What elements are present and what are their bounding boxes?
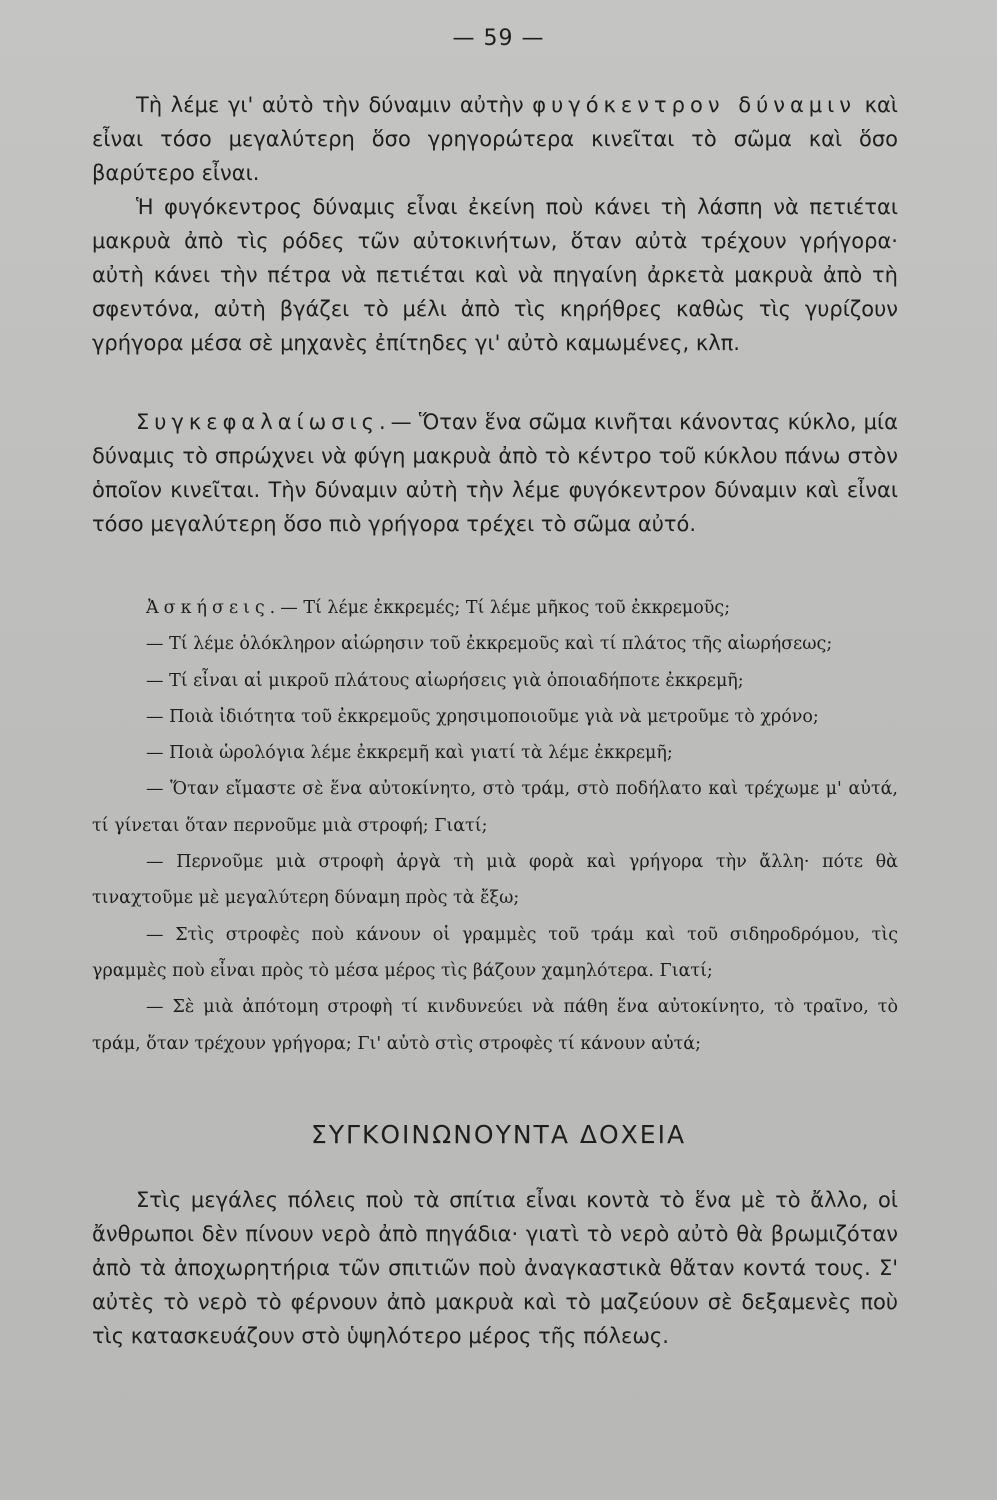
intro-lead: Τὴ λέμε γι' αὐτὸ τὴν δύναμιν αὐτὴν (136, 93, 533, 117)
intro-term: φυγόκεντρον δύναμιν (532, 93, 856, 117)
exercises-list (92, 590, 898, 1062)
exercise-item: — Στὶς στροφὲς ποὺ κάνουν οἱ γραμμὲς τοῦ τράμ καὶ τοῦ σιδηροδρόμου, τὶς γραμμὲς ποὺ εἶναι πρὸς τὸ μέσα μέρος τὶς βάζουν χαμηλότερα. Γιατί; (92, 924, 898, 981)
exercises-label: Ἀσκήσεις. (146, 598, 281, 618)
exercise-item: — Σὲ μιὰ ἀπότομη στροφὴ τί κινδυνεύει νὰ πάθη ἕνα αὐτοκίνητο, τὸ τραῖνο, τὸ τράμ, ὅταν τρέχουν γρήγορα; Γι' αὐτὸ στὶς στροφὲς τί κάνουν αὐτά; (92, 997, 898, 1054)
centrifugal-text: Ἡ φυγόκεντρος δύναμις εἶναι ἐκείνη ποὺ κάνει τὴ λάσπη νὰ πετιέται μακρυὰ ἀπὸ τὶς ρόδες τῶν αὐτοκινήτων, ὅταν αὐτὰ τρέχουν γρήγορα· αὐτὴ κάνει τὴν πέτρα νὰ πετιέται καὶ νὰ πηγαίνη ἀρκετὰ μακρυὰ ἀπὸ τὴ σφεντόνα, αὐτὴ βγάζει τὸ μέλι ἀπὸ τὶς κηρήθρες καθὼς τὶς γυρίζουν γρήγορα μέσα σὲ μηχανὲς ἐπίτηδες γι' αὐτὸ καμωμένες, κλπ. (92, 195, 898, 355)
page-number: — 59 — (452, 26, 545, 51)
exercise-first: — Τί λέμε ἐκκρεμές; Τί λέμε μῆκος τοῦ ἐκκρεμοῦς; (280, 598, 731, 618)
final-text: Στὶς μεγάλες πόλεις ποὺ τὰ σπίτια εἶναι κοντὰ τὸ ἕνα μὲ τὸ ἄλλο, οἱ ἄνθρωποι δὲν πίνουν νερὸ ἀπὸ πηγάδια· γιατὶ τὸ νερὸ αὐτὸ θὰ βρωμιζόταν ἀπὸ τὰ ἀποχωρητήρια τῶν σπιτιῶν ποὺ ἀναγκαστικὰ θἄταν κοντά τους. Σ' αὐτὲς τὸ νερὸ τὸ φέρνουν ἀπὸ μακρυὰ καὶ τὸ μαζεύουν σὲ δεξαμενὲς ποὺ τὶς κατασκευάζουν στὸ ὑψηλότερο μέρος τῆς πόλεως. (92, 1188, 898, 1348)
summary-paragraph (92, 405, 898, 541)
exercise-item: — Ὅταν εἴμαστε σὲ ἕνα αὐτοκίνητο, στὸ τράμ, στὸ ποδήλατο καὶ τρέχωμε μ' αὐτά, τί γίνεται ὅταν περνοῦμε μιὰ στροφή; Γιατί; (92, 779, 898, 836)
intro-rest: καὶ εἶναι τόσο μεγαλύτερη ὅσο γρηγορώτερα κινεῖται τὸ σῶμα καὶ ὅσο βαρύτερο εἶναι. (92, 93, 898, 185)
section-heading: ΣΥΓΚΟΙΝΩΝΟΥΝΤΑ ΔΟΧΕΙΑ (310, 1120, 687, 1149)
exercise-item: — Τί εἶναι αἱ μικροῦ πλάτους αἰωρήσεις γιὰ ὁποιαδήποτε ἐκκρεμῆ; (146, 670, 744, 691)
exercise-item: — Περνοῦμε μιὰ στροφὴ ἀργὰ τὴ μιὰ φορὰ καὶ γρήγορα τὴν ἄλλη· πότε θὰ τιναχτοῦμε μὲ μεγαλύτερη δύναμη πρὸς τὰ ἔξω; (92, 852, 898, 909)
summary-label: Συγκεφαλαίωσις. (136, 410, 391, 434)
intro-paragraph (92, 88, 898, 190)
summary-text: — Ὅταν ἕνα σῶμα κινῆται κάνοντας κύκλο, μία δύναμις τὸ σπρώχνει νὰ φύγη μακρυὰ ἀπὸ τὸ κέντρο τοῦ κύκλου πάνω στὸν ὁποῖον κινεῖται. Τὴν δύναμιν αὐτὴ τὴν λέμε φυγόκεντρον δύναμιν καὶ εἶναι τόσο μεγαλύτερη ὅσο πιὸ γρήγορα τρέχει τὸ σῶμα αὐτό. (92, 410, 898, 536)
exercise-item (92, 590, 898, 626)
communicating-vessels-paragraph (92, 1183, 898, 1353)
exercise-item: — Τί λέμε ὁλόκληρον αἰώρησιν τοῦ ἐκκρεμοῦς καὶ τί πλάτος τῆς αἰωρήσεως; (146, 634, 833, 655)
centrifugal-paragraph (92, 190, 898, 360)
exercise-item: — Ποιὰ ὡρολόγια λέμε ἐκκρεμῆ καὶ γιατί τὰ λέμε ἐκκρεμῆ; (146, 743, 673, 764)
exercise-item: — Ποιὰ ἰδιότητα τοῦ ἐκκρεμοῦς χρησιμοποιοῦμε γιὰ νὰ μετροῦμε τὸ χρόνο; (146, 706, 819, 727)
